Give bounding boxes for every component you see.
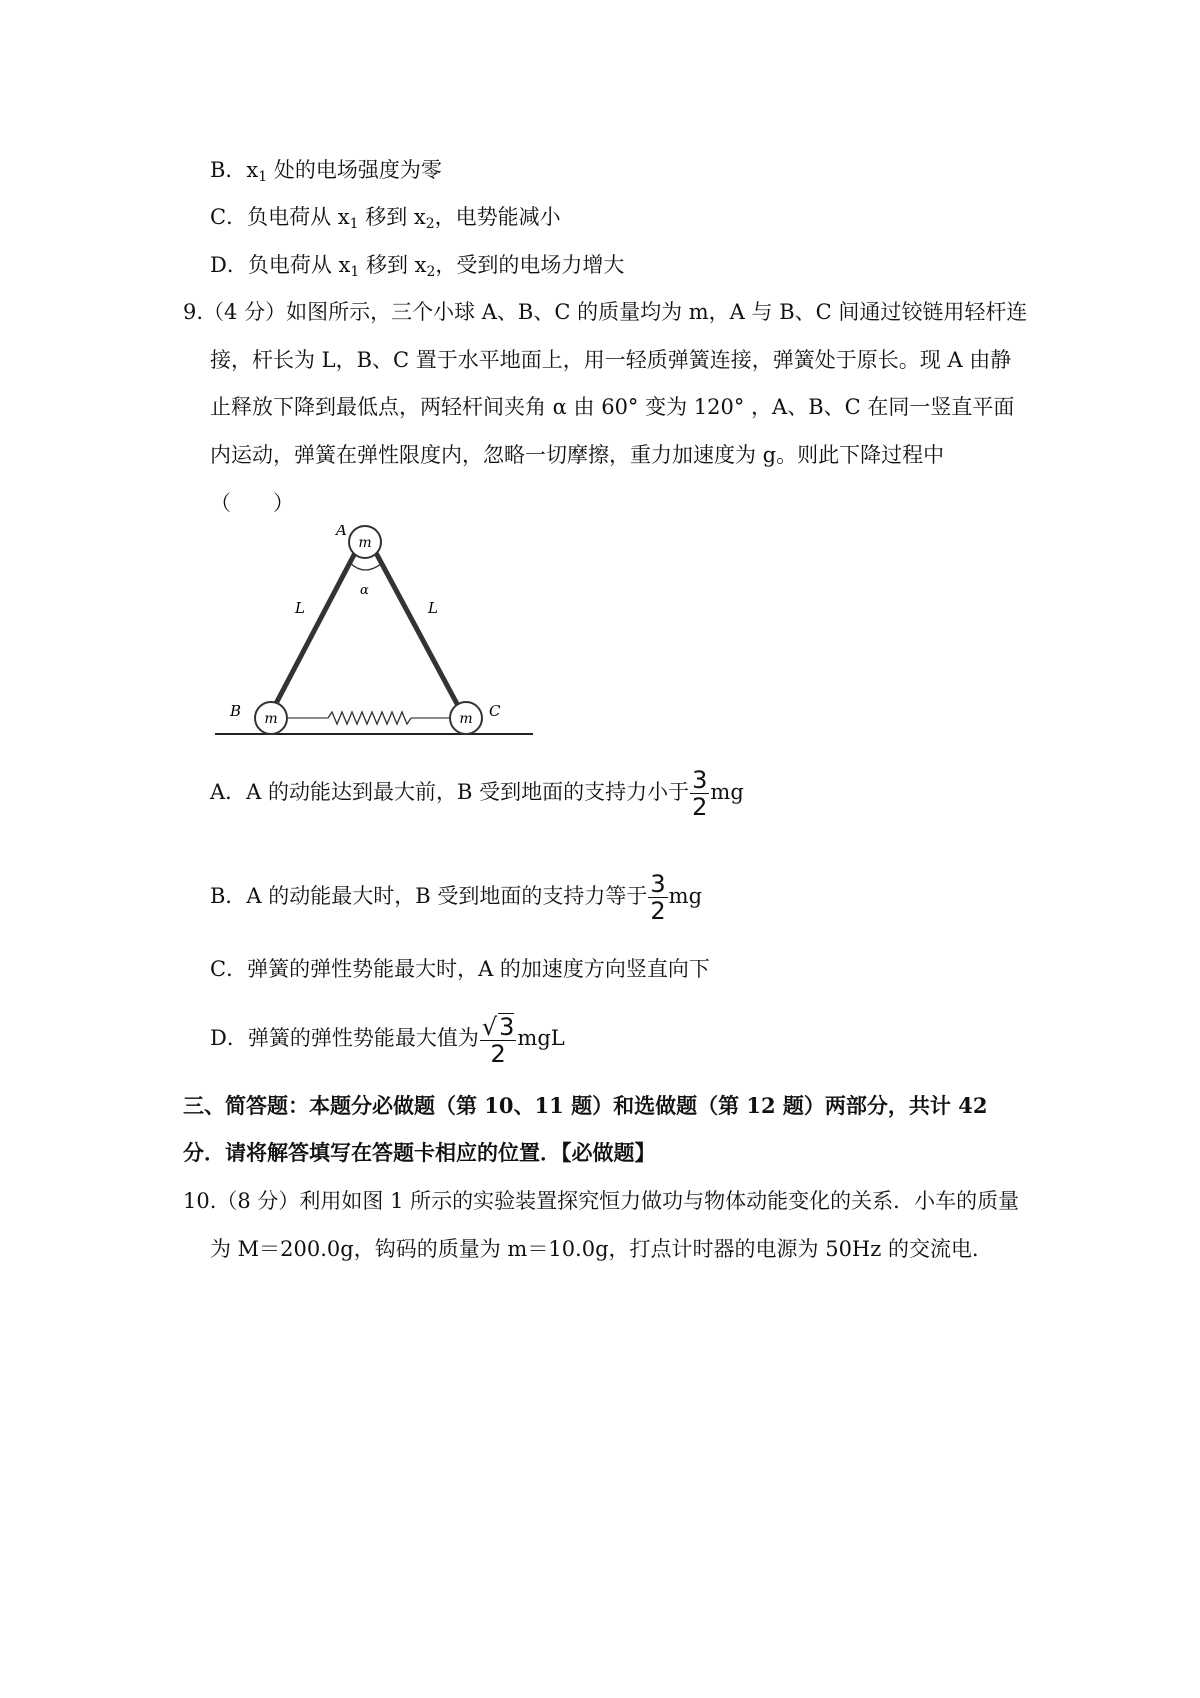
angle-arc xyxy=(350,563,382,570)
q8-option-b xyxy=(210,155,442,185)
fraction xyxy=(480,1013,517,1067)
q8-option-d-text: D．负电荷从 x xyxy=(210,253,351,277)
rod-right xyxy=(375,551,463,715)
q8-option-b-text-end: 处的电场强度为零 xyxy=(267,158,442,182)
rod-right-label: L xyxy=(428,599,438,617)
ball-a-mass-label: m xyxy=(358,535,372,551)
q8-option-d xyxy=(210,250,624,280)
subscript: 2 xyxy=(426,264,436,280)
label-a: A xyxy=(336,525,347,539)
q9-stem-line-5: （ ） xyxy=(210,491,294,515)
q9-option-d-text: D．弹簧的弹性势能最大值为 xyxy=(210,1026,479,1050)
q9-option-d-unit: mgL xyxy=(517,1026,565,1050)
spring xyxy=(286,712,451,724)
q9-option-b-text: B．A 的动能最大时，B 受到地面的支持力等于 xyxy=(210,884,648,908)
q8-option-b-text: B．x xyxy=(210,158,259,182)
subscript: 1 xyxy=(350,264,360,280)
rod-left xyxy=(270,551,356,715)
q9-option-a xyxy=(210,764,744,820)
ball-b-mass-label: m xyxy=(264,711,278,727)
q9-stem-line-2: 接，杆长为 L，B、C 置于水平地面上，用一轻质弹簧连接，弹簧处于原长。现 A 由静 xyxy=(210,348,1012,372)
q9-option-d xyxy=(210,1010,565,1067)
q9-stem-line-3: 止释放下降到最低点，两轻杆间夹角 α 由 60° 变为 120° ，A、B、C 在同一竖直平面 xyxy=(210,395,1015,419)
q10-stem-line-2: 为 M＝200.0g，钩码的质量为 m＝10.0g，打点计时器的电源为 50Hz 的交流电． xyxy=(210,1237,993,1261)
q9-option-b xyxy=(210,868,702,924)
fraction xyxy=(648,871,667,924)
q8-option-c-text: C．负电荷从 x xyxy=(210,205,350,229)
q8-option-c-text-end: ，电势能减小 xyxy=(434,205,561,229)
q8-option-c-text-mid: 移到 x xyxy=(358,205,426,229)
fraction-denominator: 2 xyxy=(480,1040,517,1067)
q9-option-b-unit: mg xyxy=(668,884,703,908)
fraction-denominator: 2 xyxy=(692,793,708,821)
label-b: B xyxy=(230,702,242,720)
rod-left-label: L xyxy=(295,599,305,617)
subscript: 1 xyxy=(349,216,359,232)
section-3-heading-line-1: 三、简答题：本题分必做题（第 10、11 题）和选做题（第 12 题）两部分，共计 42 xyxy=(183,1093,988,1118)
q8-option-c xyxy=(210,202,561,232)
q9-stem-line-1: 9.（4 分）如图所示，三个小球 A、B、C 的质量均为 m，A 与 B、C 间通过铰链用轻杆连 xyxy=(183,300,1028,324)
fraction xyxy=(690,767,709,820)
ball-c-mass-label: m xyxy=(459,711,473,727)
angle-label: α xyxy=(360,583,369,598)
fraction-numerator: √3 xyxy=(481,1012,515,1041)
section-3-heading-line-2: 分．请将解答填写在答题卡相应的位置．【必做题】 xyxy=(183,1140,656,1165)
q10-stem-line-1: 10.（8 分）利用如图 1 所示的实验装置探究恒力做功与物体动能变化的关系．小车的质量 xyxy=(183,1189,1020,1213)
sqrt-radicand: 3 xyxy=(499,1012,515,1041)
subscript: 2 xyxy=(425,216,435,232)
triangle-spring-diagram xyxy=(210,525,540,750)
fraction-numerator: 3 xyxy=(692,766,708,794)
label-c: C xyxy=(489,702,501,720)
q8-option-d-text-mid: 移到 x xyxy=(359,253,427,277)
q9-option-a-text: A．A 的动能达到最大前，B 受到地面的支持力小于 xyxy=(210,780,690,804)
subscript: 1 xyxy=(258,169,268,185)
q9-stem-line-4: 内运动，弹簧在弹性限度内，忽略一切摩擦，重力加速度为 g。则此下降过程中 xyxy=(210,443,945,467)
q8-option-d-text-end: ，受到的电场力增大 xyxy=(435,253,625,277)
q9-option-c: C．弹簧的弹性势能最大时，A 的加速度方向竖直向下 xyxy=(210,957,710,981)
fraction-numerator: 3 xyxy=(650,870,666,898)
fraction-denominator: 2 xyxy=(650,897,666,925)
q9-option-a-unit: mg xyxy=(710,780,744,804)
